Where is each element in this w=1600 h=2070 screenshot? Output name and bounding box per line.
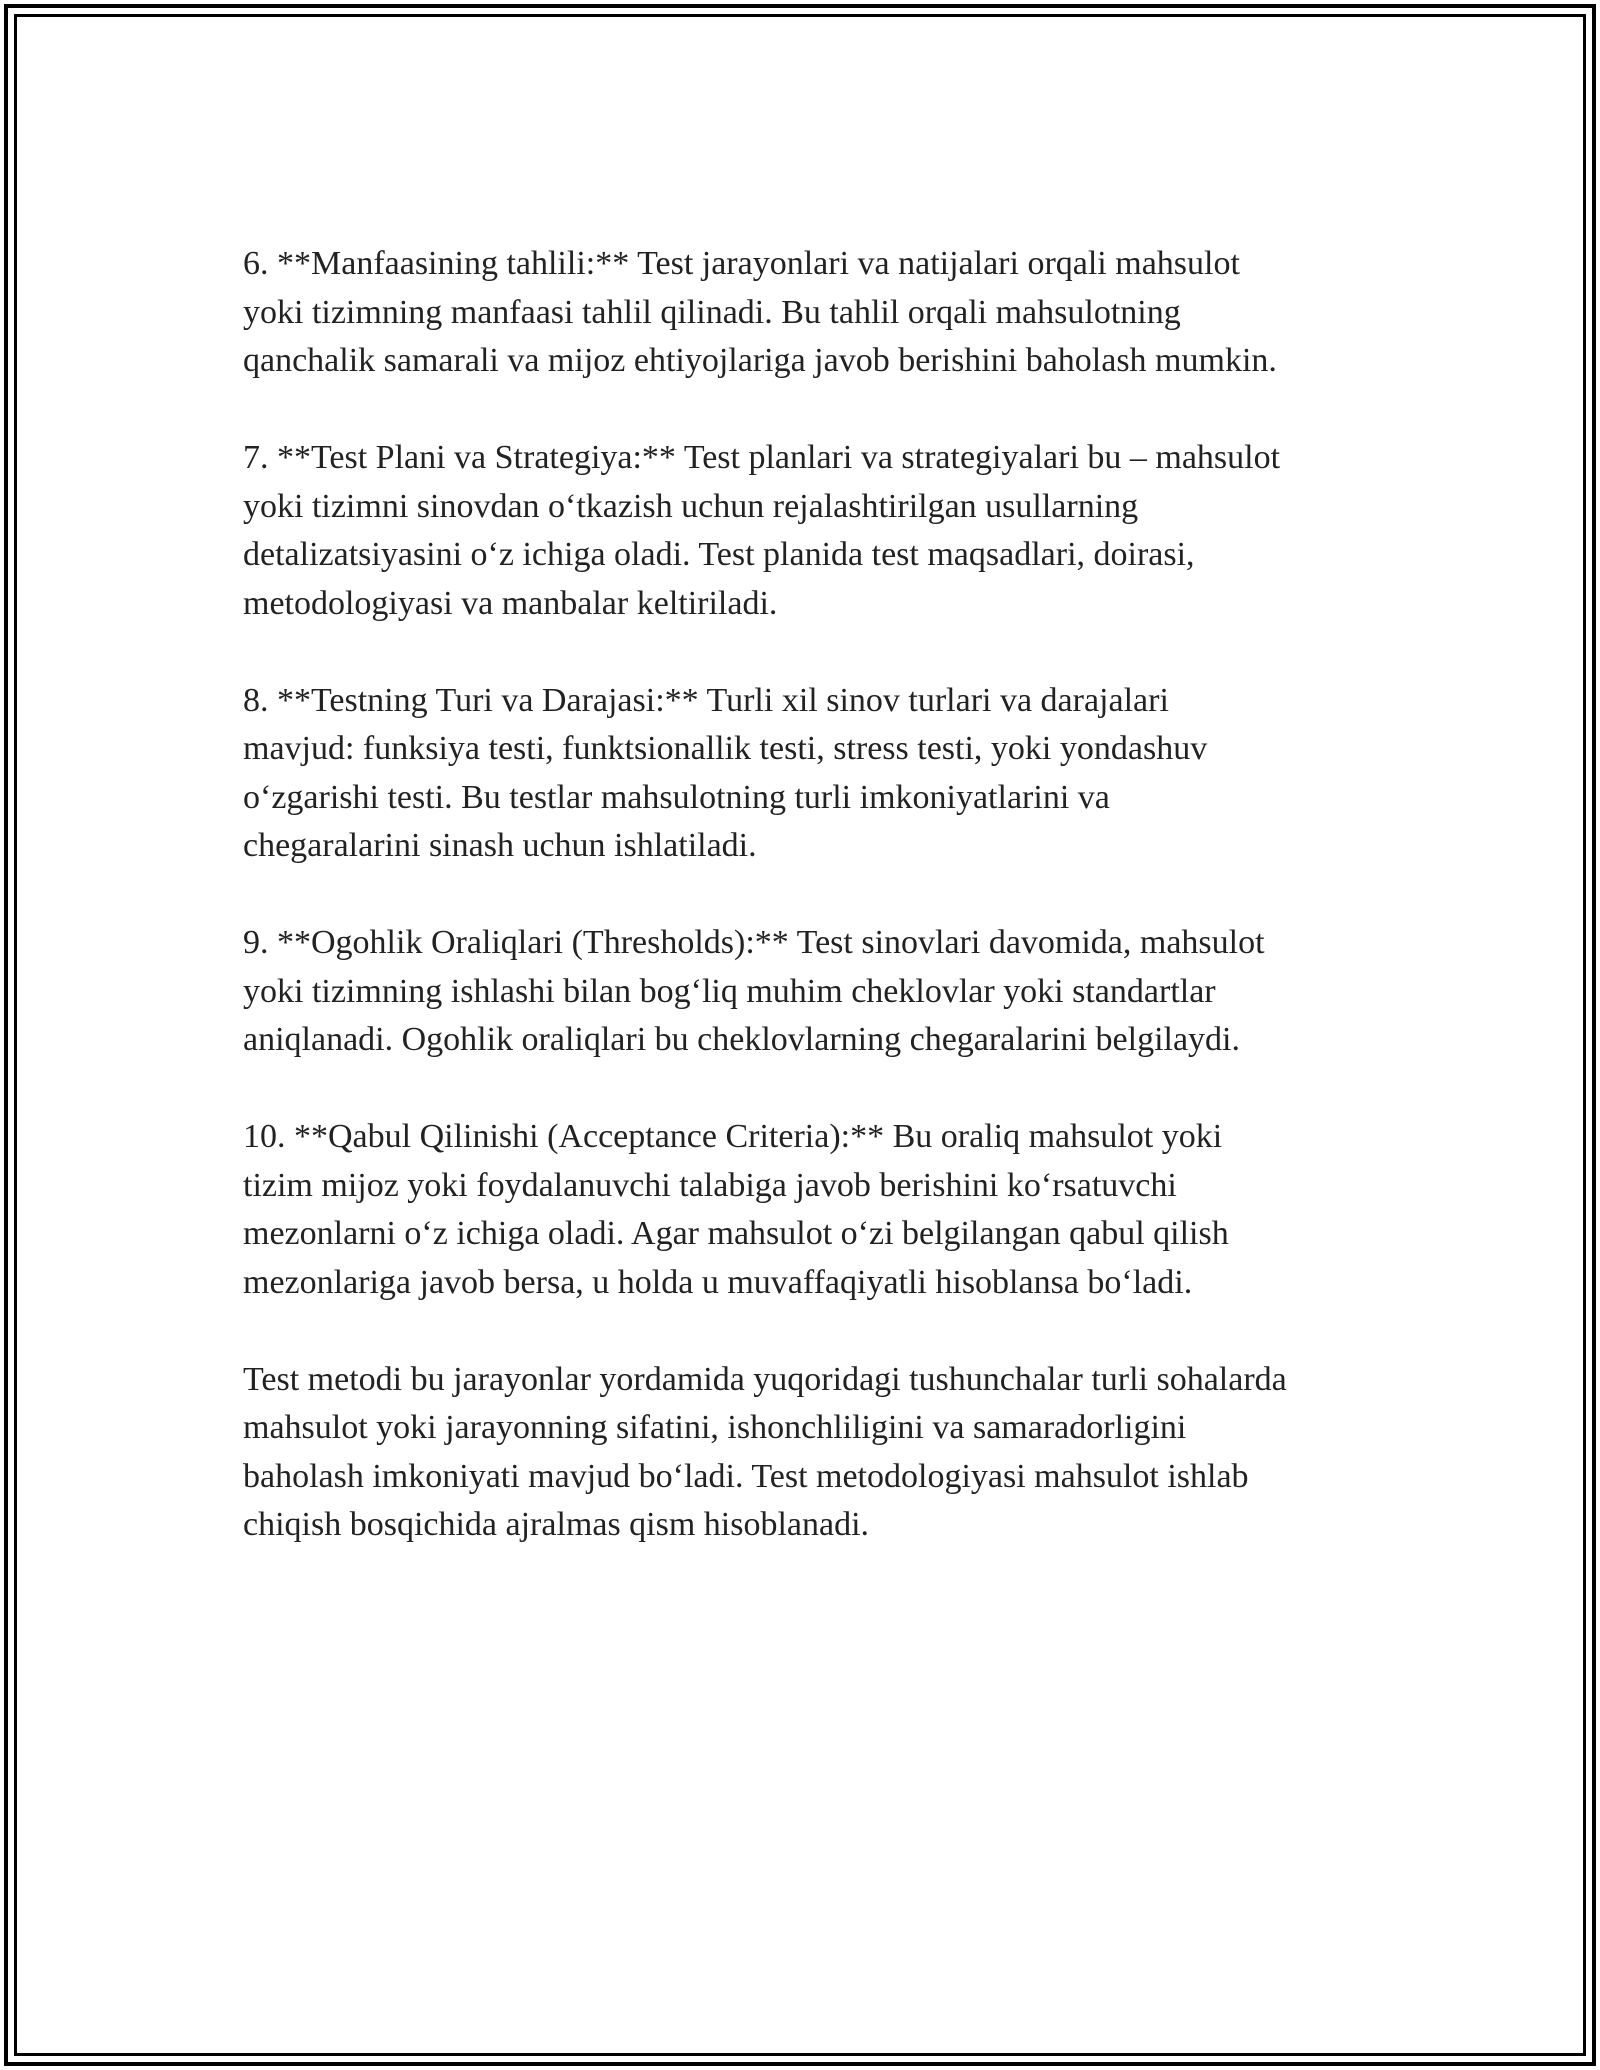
text-line: Test metodi bu jarayonlar yordamida yuqoridagi tushunchalar turli sohalarda [243, 1360, 1287, 1398]
text-line: mahsulot yoki jarayonning sifatini, ishonchliligini va samaradorligini [243, 1409, 1187, 1446]
text-line: qanchalik samarali va mijoz ehtiyojlariga javob berishini baholash mumkin. [243, 342, 1277, 379]
text-line: yoki tizimning ishlashi bilan bog‘liq muhim cheklovlar yoki standartlar [243, 972, 1216, 1010]
paragraph-ogohlik-oraliqlari [243, 919, 1393, 1065]
text-line: 9. **Ogohlik Oraliqlari (Thresholds):** Test sinovlari davomida, mahsulot [243, 924, 1265, 961]
text-line: tizim mijoz yoki foydalanuvchi talabiga javob berishini ko‘rsatuvchi [243, 1166, 1177, 1204]
text-line: mezonlariga javob bersa, u holda u muvaffaqiyatli hisoblansa bo‘ladi. [243, 1263, 1193, 1301]
text-line: metodologiyasi va manbalar keltiriladi. [243, 584, 778, 622]
text-line: baholash imkoniyati mavjud bo‘ladi. Test metodologiyasi mahsulot ishlab [243, 1457, 1249, 1495]
text-line: chegaralarini sinash uchun ishlatiladi. [243, 827, 757, 864]
text-line: 6. **Manfaasining tahlili:** Test jarayonlari va natijalari orqali mahsulot [243, 245, 1240, 282]
text-line: yoki tizimni sinovdan o‘tkazish uchun rejalashtirilgan usullarning [243, 487, 1139, 525]
text-line: aniqlanadi. Ogohlik oraliqlari bu cheklovlarning chegaralarini belgilaydi. [243, 1021, 1241, 1058]
text-line: mavjud: funksiya testi, funktsionallik testi, stress testi, yoki yondashuv [243, 730, 1208, 767]
text-line: detalizatsiyasini o‘z ichiga oladi. Test planida test maqsadlari, doirasi, [243, 536, 1195, 573]
document-body [243, 240, 1393, 1550]
paragraph-manfaasining-tahlili [243, 240, 1393, 386]
paragraph-testning-turi [243, 677, 1393, 871]
text-line: 7. **Test Plani va Strategiya:** Test planlari va strategiyalari bu – mahsulot [243, 439, 1281, 476]
text-line: o‘zgarishi testi. Bu testlar mahsulotning turli imkoniyatlarini va [243, 778, 1110, 816]
page-frame [4, 4, 1596, 2066]
paragraph-qabul-qilinishi [243, 1113, 1393, 1307]
text-line: 8. **Testning Turi va Darajasi:** Turli xil sinov turlari va darajalari [243, 681, 1169, 719]
text-line: yoki tizimning manfaasi tahlil qilinadi. Bu tahlil orqali mahsulotning [243, 293, 1181, 331]
text-line: 10. **Qabul Qilinishi (Acceptance Criteria):** Bu oraliq mahsulot yoki [243, 1118, 1223, 1155]
text-line: chiqish bosqichida ajralmas qism hisoblanadi. [243, 1506, 870, 1543]
text-line: mezonlarni o‘z ichiga oladi. Agar mahsulot o‘zi belgilangan qabul qilish [243, 1215, 1229, 1252]
paragraph-test-plani [243, 434, 1393, 628]
paragraph-conclusion [243, 1356, 1393, 1550]
